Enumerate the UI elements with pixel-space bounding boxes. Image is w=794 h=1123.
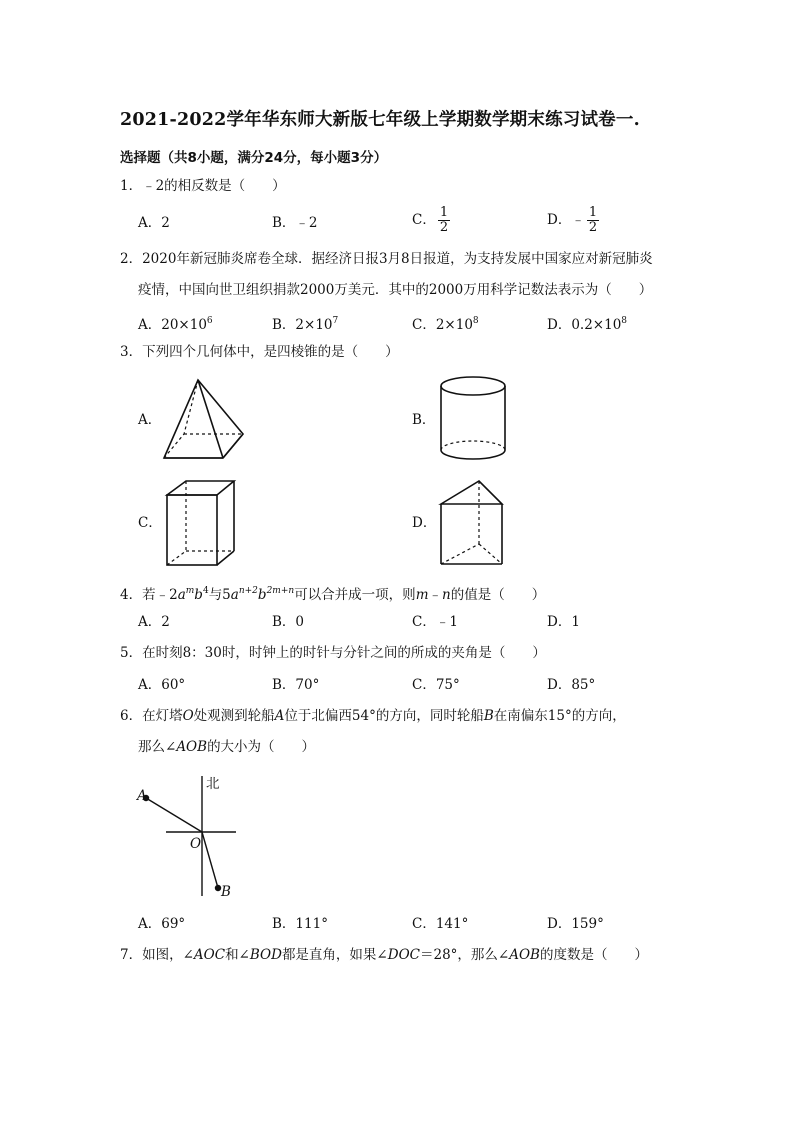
- q1-stem: 1．﹣2的相反数是（ ）: [120, 178, 286, 194]
- q7-stem: 7．如图，∠AOC和∠BOD都是直角，如果∠DOC＝28°，那么∠AOB的度数是（ ）: [120, 947, 648, 963]
- fraction: $\frac{1}{2}$: [588, 205, 598, 235]
- q3-option-a-label: A．: [138, 412, 162, 428]
- q2-stem-line1: 2．2020年新冠肺炎席卷全球．据经济日报3月8日报道，为支持发展中国家应对新冠肺炎: [120, 251, 653, 267]
- q1-option-b: B．﹣2: [272, 215, 318, 231]
- cuboid-figure: [164, 478, 238, 568]
- q6-stem-line2: 那么∠AOB的大小为（ ）: [138, 739, 316, 755]
- exam-title: 2021-2022学年华东师大新版七年级上学期数学期末练习试卷一.: [120, 110, 640, 130]
- q3-stem: 3．下列四个几何体中，是四棱锥的是（ ）: [120, 344, 399, 360]
- q4-option-b: B．0: [272, 614, 305, 630]
- cylinder-figure: [438, 374, 508, 462]
- compass-bearing-figure: [136, 770, 240, 900]
- q2-stem-line2: 疫情，中国向世卫组织捐款2000万美元．其中的2000万用科学记数法表示为（ ）: [138, 282, 653, 298]
- q6-stem-line1: 6．在灯塔O处观测到轮船A位于北偏西54°的方向，同时轮船B在南偏东15°的方向，: [120, 708, 626, 724]
- triangular-prism-figure: [438, 478, 506, 568]
- q6-option-b: B．111°: [272, 916, 328, 932]
- q2-option-b: B．$2\times 10^7$: [272, 316, 339, 333]
- q2-option-d: D．$0.2\times 10^8$: [547, 316, 628, 333]
- q2-option-a: A．$20\times 10^6$: [138, 316, 213, 333]
- q5-stem: 5．在时刻8：30时，时钟上的时针与分针之间的所成的夹角是（ ）: [120, 645, 546, 661]
- q5-option-d: D．85°: [547, 677, 596, 693]
- figure-label-a: A: [137, 788, 147, 804]
- q6-option-c: C．141°: [412, 916, 469, 932]
- q5-option-b: B．70°: [272, 677, 320, 693]
- q3-option-d-label: D．: [412, 515, 437, 531]
- q5-option-c: C．75°: [412, 677, 460, 693]
- q1-option-c: C． $\frac{1}{2}$: [412, 205, 449, 235]
- q3-option-b-label: B．: [412, 412, 436, 428]
- figure-label-north: 北: [206, 776, 220, 792]
- q5-option-a: A．60°: [138, 677, 186, 693]
- square-pyramid-figure: [160, 376, 250, 462]
- q2-option-c: C．$2\times 10^8$: [412, 316, 479, 333]
- q1-option-d: D．﹣ $\frac{1}{2}$: [547, 205, 598, 235]
- figure-label-o: O: [190, 836, 202, 852]
- q3-option-c-label: C．: [138, 515, 162, 531]
- q1-option-a: A．2: [138, 215, 170, 231]
- q4-stem: 4．若$﹣2a^mb^4$与$5a^{n+2}b^{2m+n}$可以合并成一项，则m﹣n的值是（ ）: [120, 586, 546, 603]
- fraction: $\frac{1}{2}$: [439, 205, 449, 235]
- q4-option-d: D．1: [547, 614, 580, 630]
- q6-option-d: D．159°: [547, 916, 604, 932]
- q6-option-a: A．69°: [138, 916, 186, 932]
- section-heading: 选择题（共8小题，满分24分，每小题3分）: [120, 150, 388, 166]
- q4-option-a: A．2: [138, 614, 170, 630]
- figure-label-b: B: [221, 884, 231, 900]
- q4-option-c: C．﹣1: [412, 614, 458, 630]
